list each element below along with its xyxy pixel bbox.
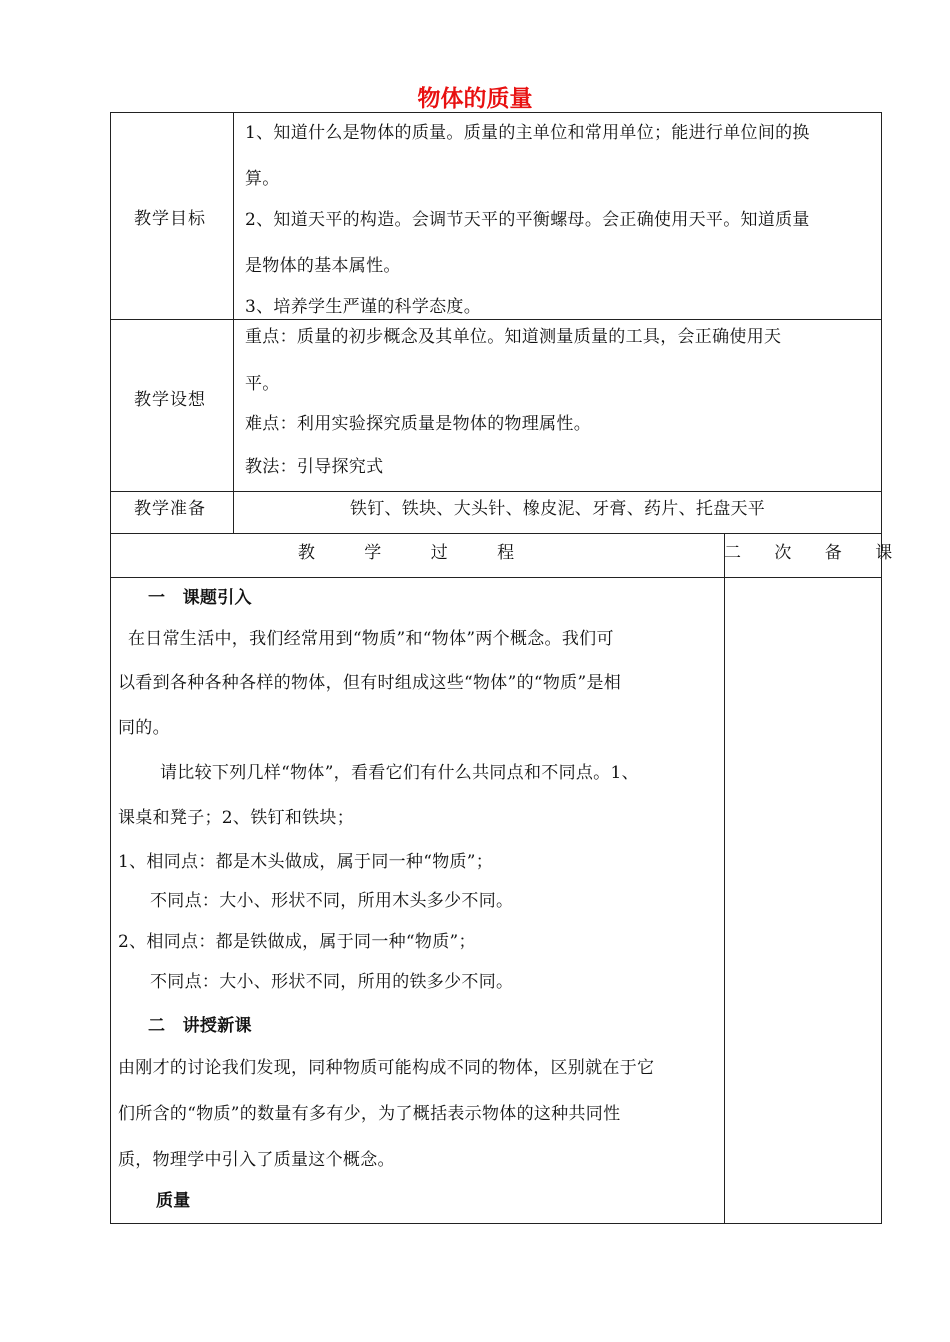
process-line: 质，物理学中引入了质量这个概念。 [118, 1150, 395, 1170]
second-prep-column-divider [724, 533, 725, 1224]
objectives-line: 3、培养学生严谨的科学态度。 [245, 297, 482, 317]
process-line: 由刚才的讨论我们发现，同种物质可能构成不同的物体，区别就在于它 [118, 1058, 655, 1078]
objectives-label: 教学目标 [134, 209, 206, 229]
process-line: 1、相同点：都是木头做成，属于同一种“物质”； [118, 852, 494, 872]
design-line: 教法：引导探究式 [245, 457, 384, 477]
process-line: 请比较下列几样“物体”，看看它们有什么共同点和不同点。1、 [160, 763, 639, 783]
prep-label: 教学准备 [134, 499, 206, 519]
design-line: 平。 [245, 374, 280, 394]
second-prep-header: 二 次 备 课 [724, 543, 907, 563]
section-heading: 二 讲授新课 [148, 1016, 252, 1036]
row-divider [110, 533, 882, 534]
process-line: 不同点：大小、形状不同，所用木头多少不同。 [150, 891, 514, 911]
design-line: 难点：利用实验探究质量是物体的物理属性。 [245, 414, 591, 434]
objectives-line: 2、知道天平的构造。会调节天平的平衡螺母。会正确使用天平。知道质量 [245, 210, 810, 230]
objectives-line: 是物体的基本属性。 [245, 256, 401, 276]
process-header: 教 学 过 程 [297, 543, 537, 563]
page-title: 物体的质量 [417, 86, 533, 112]
row-divider [110, 319, 882, 320]
process-line: 2、相同点：都是铁做成，属于同一种“物质”； [118, 932, 476, 952]
label-column-divider [233, 112, 234, 533]
process-line: 课桌和凳子；2、铁钉和铁块； [118, 808, 355, 828]
prep-content: 铁钉、铁块、大头针、橡皮泥、牙膏、药片、托盘天平 [349, 499, 766, 519]
process-line: 以看到各种各种各样的物体，但有时组成这些“物体”的“物质”是相 [118, 673, 622, 693]
process-line: 在日常生活中，我们经常用到“物质”和“物体”两个概念。我们可 [128, 629, 614, 649]
process-line: 不同点：大小、形状不同，所用的铁多少不同。 [150, 972, 514, 992]
design-label: 教学设想 [134, 390, 206, 410]
objectives-line: 算。 [245, 169, 280, 189]
process-line: 同的。 [118, 718, 170, 738]
lesson-plan-table [110, 112, 907, 1224]
row-divider [110, 577, 882, 578]
design-line: 重点：质量的初步概念及其单位。知道测量质量的工具，会正确使用天 [245, 327, 782, 347]
row-divider [110, 491, 882, 492]
objectives-line: 1、知道什么是物体的质量。质量的主单位和常用单位；能进行单位间的换 [245, 123, 810, 143]
subheading: 质量 [156, 1191, 191, 1211]
process-line: 们所含的“物质”的数量有多有少，为了概括表示物体的这种共同性 [118, 1104, 621, 1124]
section-heading: 一 课题引入 [148, 588, 252, 608]
